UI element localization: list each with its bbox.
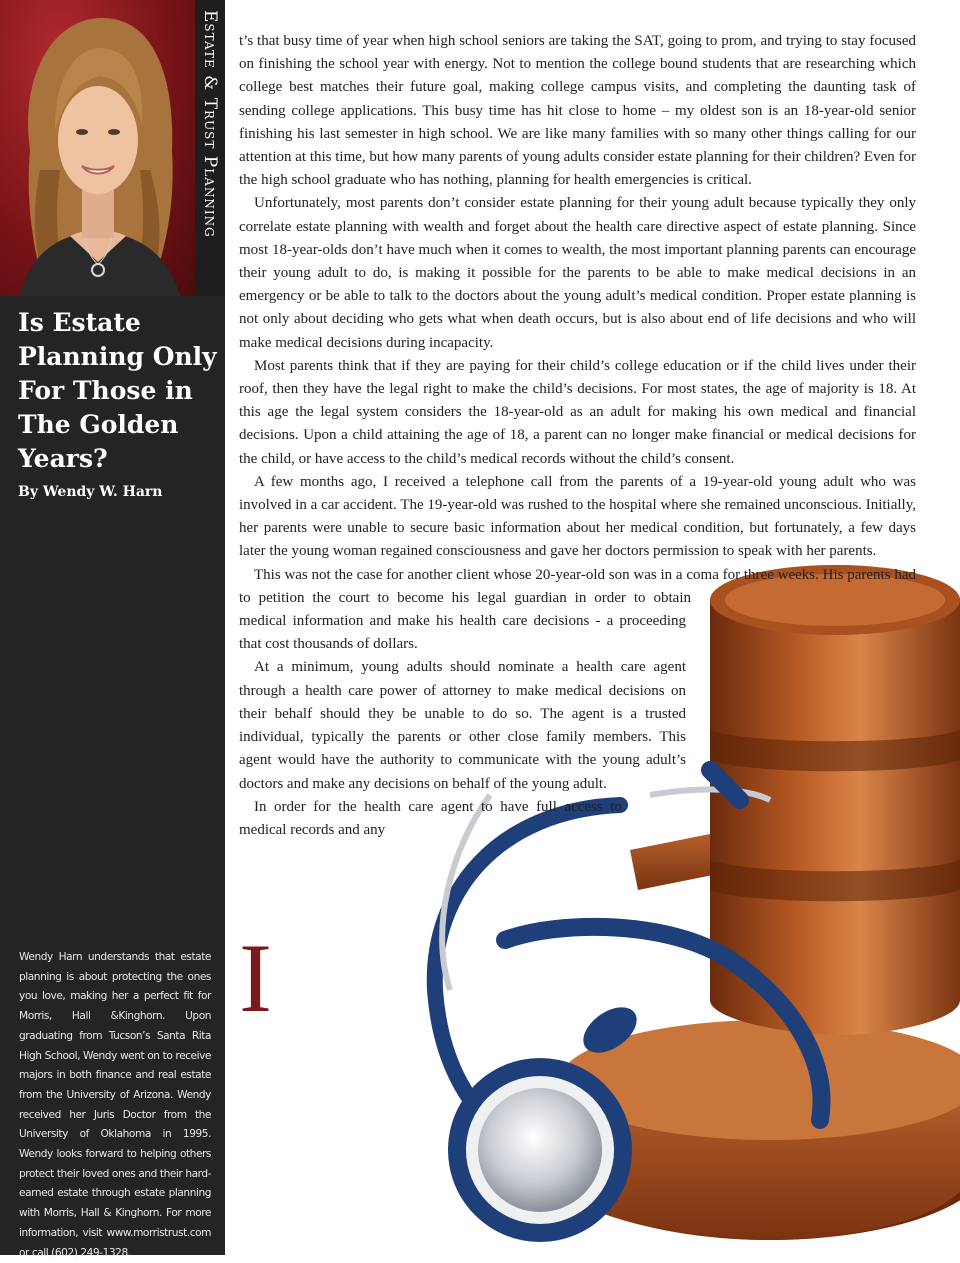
article-paragraph: At a minimum, young adults should nominate a health care agent through a health care power of attorney to make medical decisions on their behalf should they be unable to do so. The agent is a trusted individual, typically the parents or other close family members. This agent would have the authority to communicate with the young adult’s doctors and make any decisions on behalf of the young adult.	[239, 659, 686, 792]
author-portrait-illustration	[0, 0, 195, 296]
article-paragraph: This was not the case for another client whose 20-year-old son was in a coma for three weeks. His parents had to petition the court to become his legal guardian in order to obtain medical information and make his health care decisions - a proceeding that cost thousands of dollars.	[239, 566, 916, 653]
author-bio: Wendy Harn understands that estate planning is about protecting the ones you love, making her a perfect fit for Morris, Hall &Kinghorn. Upon graduating from Tucson’s Santa Rita High School, Wendy went on to receive majors in both finance and real estate from the University of Arizona. Wendy received her Juris Doctor from the University of Oklahoma in 1995. Wendy looks forward to helping others protect their loved ones and their hard-earned estate through estate planning with Morris, Hall & Kinghorn. For more information, visit www.morristrust.com or call (602) 249-1328.	[19, 951, 211, 1259]
author-photo	[0, 0, 195, 296]
article-body	[239, 30, 916, 1137]
article-title: Is Estate Planning Only For Those in The Golden Years?	[18, 308, 217, 473]
article-paragraph: Unfortunately, most parents don’t consider estate planning for their young adult because typically they only correlate estate planning with wealth and forget about the health care directive aspect of estate planning. Since most 18-year-olds don’t have much when it comes to wealth, the most important planning parents can encourage their young adult to do, is making it possible for the parents to be able to make medical decisions in an emergency or be able to talk to the doctors about the young adult’s medical condition. Proper estate planning is not only about deciding who gets what when death occurs, but is also about end of life decisions and who will make medical decisions during incapacity.	[239, 195, 916, 351]
article-paragraph: Most parents think that if they are paying for their child’s college education or if the child lives under their roof, then they have the legal right to make the child’s decisions. For most states, the age of majority is 18. At this age the legal system considers the 18-year-old as an adult for making his own medical and financial decisions. Upon a child attaining the age of 18, a parent can no longer make financial or medical decisions for the child, or have access to the child’s medical records without the child’s consent.	[239, 357, 916, 467]
sidebar	[0, 0, 225, 1259]
section-label: Estate & Trust Planning	[200, 10, 220, 238]
drop-cap: I	[239, 924, 272, 1033]
author-byline: By Wendy W. Harn	[18, 484, 163, 500]
article-paragraph: A few months ago, I received a telephone call from the parents of a 19-year-old young adult who was involved in a car accident. The 19-year-old was rushed to the hospital where she remained unconscious. Initially, her parents were unable to secure basic information about her medical condition, but fortunately, a few days later the young woman regained consciousness and gave her doctors permission to speak with her parents.	[239, 473, 916, 560]
article-paragraph: t’s that busy time of year when high school seniors are taking the SAT, going to prom, and trying to stay focused on finishing the school year with energy. Not to mention the college bound students that are researching which college best matches their future goal, making college campus visits, and completing the daunting task of sending college applications. This busy time has hit close to home – my oldest son is an 18-year-old senior finishing his last semester in high school. We are like many families with so many other things calling for our attention at this time, but how many parents of young adults consider estate planning for their children? Even for the high school graduate who has nothing, planning for health emergencies is critical.	[239, 33, 916, 189]
article-paragraph: In order for the health care agent to have full access to medical records and any	[239, 798, 622, 838]
